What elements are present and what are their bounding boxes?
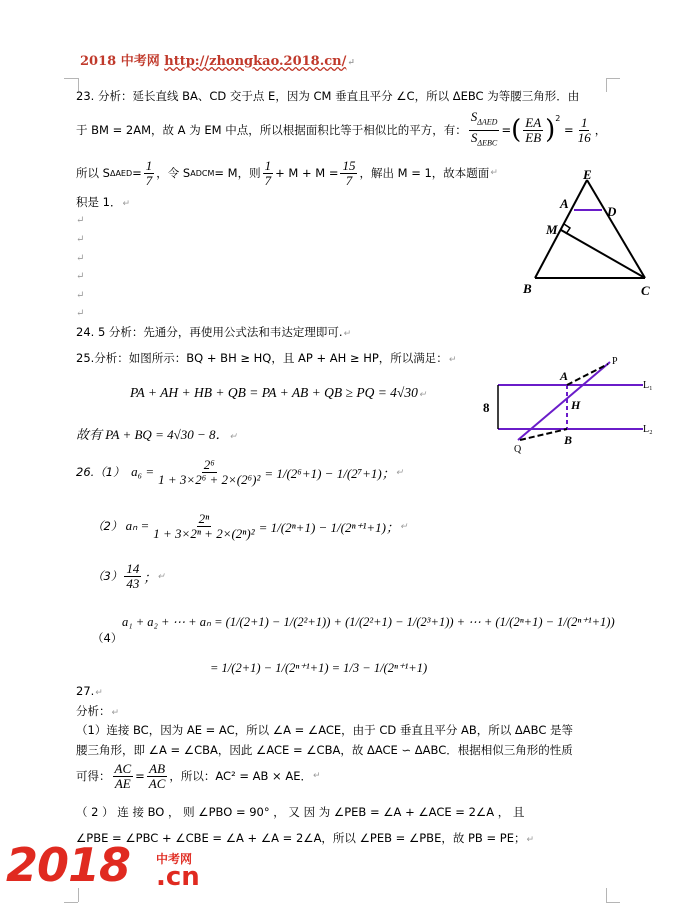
q25-line1: 25.分析：如图所示：BQ + BH ≥ HQ，且 AP + AH ≥ HP，所以满足：↵ (76, 351, 457, 365)
q27-p2-line2: ∠PBE = ∠PBC + ∠CBE = ∠A + ∠A = 2∠A，所以 ∠PEB = ∠PBE，故 PB = PE；↵ (76, 831, 535, 845)
q23-line2-text: 于 BM = 2AM，故 A 为 EM 中点，所以根据面积比等于相似比的平方，有： (76, 123, 467, 137)
q27-analysis: 分析：↵ (76, 704, 120, 718)
crop-mark (606, 902, 620, 903)
header-site-label: 2018 中考网 (80, 54, 160, 69)
crop-mark (606, 78, 607, 92)
label-B: B (523, 281, 532, 296)
q26-part2: （2） aₙ = $\frac{\text{2ⁿ}}{\text{1 + 3×2ⁿ + 2×(2ⁿ)²}}$ = 1/(2ⁿ+1) − 1/(2ⁿ⁺¹+1)； ↵ (92, 510, 408, 541)
crop-mark (64, 902, 78, 903)
paragraph-mark: ↵ (76, 253, 85, 264)
q25-parallel-lines-figure (478, 352, 658, 458)
edge-BE (535, 180, 587, 278)
label-Q: Q (514, 444, 522, 455)
paragraph-mark: ↵ (76, 271, 85, 282)
q26-part4-line1: a₁ + a₂ + ⋯ + aₙ = (1/(2+1) − 1/(2²+1)) + (1/(2²+1) − 1/(2³+1)) + ⋯ + (1/(2ⁿ+1) − 1/(2ⁿ⁺¹+1)) (122, 615, 615, 629)
paragraph-mark: ↵ (76, 308, 85, 319)
q27-p1-line3: 可得： $\frac{AC}{AE}$ = $\frac{AB}{AC}$ ，所以：AC² = AB × AE． ↵ (76, 760, 321, 791)
q27-p1-line1: （1）连接 BC，因为 AE = AC，所以 ∠A = ∠ACE，由于 CD 垂直且平分 AB，所以 ΔABC 是等 (76, 723, 574, 737)
q24-text: 24. 5 分析：先通分，再使用公式法和韦达定理即可.↵ (76, 325, 352, 339)
edge-EC (587, 180, 645, 278)
q27-p2-line1: （ 2 ） 连 接 BO ， 则 ∠PBO = 90° ， 又 因 为 ∠PEB = ∠A + ∠ACE = 2∠A ， 且 (76, 805, 525, 819)
q23-triangle-figure (515, 168, 665, 300)
label-L2: L₂ (643, 424, 653, 435)
q23-result: $\frac{1}{16}$ (577, 114, 591, 145)
segment-QB (520, 429, 567, 440)
label-P: P (612, 356, 618, 367)
logo-year: 2018 (6, 838, 131, 892)
label-C: C (641, 283, 650, 298)
segment-MC (561, 230, 645, 278)
q23-eq: = (501, 123, 512, 137)
crop-mark (606, 888, 607, 902)
paragraph-mark: ↵ (76, 290, 85, 301)
label-E: E (583, 168, 592, 182)
q26-part4-line2: = 1/(2+1) − 1/(2ⁿ⁺¹+1) = 1/3 − 1/(2ⁿ⁺¹+1) (210, 661, 428, 675)
label-A: A (560, 196, 569, 211)
paragraph-mark: ↵ (76, 215, 85, 226)
q25-formula: PA + AH + HB + QB = PA + AB + QB ≥ PQ = 4√30↵ (130, 385, 427, 400)
q23-line2: 于 BM = 2AM，故 A 为 EM 中点，所以根据面积比等于相似比的平方，有： $\frac{S_{\Delta AED}}{S_{\Delta EBC}}$ = ( $\frac{EA}{EB}$ ) $^2$ = $\frac{1}{16}$ ， (76, 112, 606, 148)
site-logo (6, 838, 130, 898)
q23-line4: 积是 1．↵ (76, 195, 131, 209)
q23-line1: 23. 分析：延长直线 BA、CD 交于点 E，因为 CM 垂直且平分 ∠C，所以 ΔEBC 为等腰三角形．由 (76, 89, 580, 103)
label-D: D (607, 204, 617, 219)
q27-label: 27.↵ (76, 684, 103, 698)
crop-mark (64, 78, 78, 79)
label-M: M (546, 222, 558, 237)
q23-line3: 所以 S ΔAED = $\frac{1}{7}$ ，令 S ADCM = M，则 $\frac{1}{7}$ + M + M = $\frac{15}{7}$ ，解出 M = 1，故本题面 ↵ (76, 157, 498, 188)
label-L1: L₁ (643, 380, 653, 391)
paragraph-mark: ↵ (76, 234, 85, 245)
crop-mark (606, 78, 620, 79)
q25-line3: 故有 PA + BQ = 4√30 − 8．↵ (76, 427, 238, 442)
q26-part4-label: （4） (92, 631, 123, 645)
label-B: B (564, 433, 573, 447)
label-H: H (571, 398, 581, 412)
label-distance: 8 (483, 400, 490, 415)
q26-part1: 26.（1） a₆ = $\frac{\text{2⁶}}{\text{1 + 3×2⁶ + 2×(2⁶)²}}$ = 1/(2⁶+1) − 1/(2⁷+1)； ↵ (76, 456, 404, 487)
page-header: 2018 中考网 http://zhongkao.2018.cn/↵ (80, 54, 355, 69)
label-A: A (560, 369, 569, 383)
q23-ratio: $\frac{S_{\Delta AED}}{S_{\Delta EBC}}$ (470, 108, 498, 148)
logo-site-name: 中考网 (156, 852, 193, 866)
header-url[interactable]: http://zhongkao.2018.cn/ (164, 54, 347, 69)
q27-p1-line2: 腰三角形，即 ∠A = ∠CBA，因此 ∠ACE = ∠CBA，故 ΔACE ∽ ΔABC．根据相似三角形的性质 (76, 743, 573, 757)
q23-inner-ratio: $\frac{EA}{EB}$ (525, 114, 542, 145)
q26-part3: （3） $\frac{14}{43}$ ； ↵ (92, 560, 165, 591)
logo-domain: .cn (156, 862, 200, 892)
